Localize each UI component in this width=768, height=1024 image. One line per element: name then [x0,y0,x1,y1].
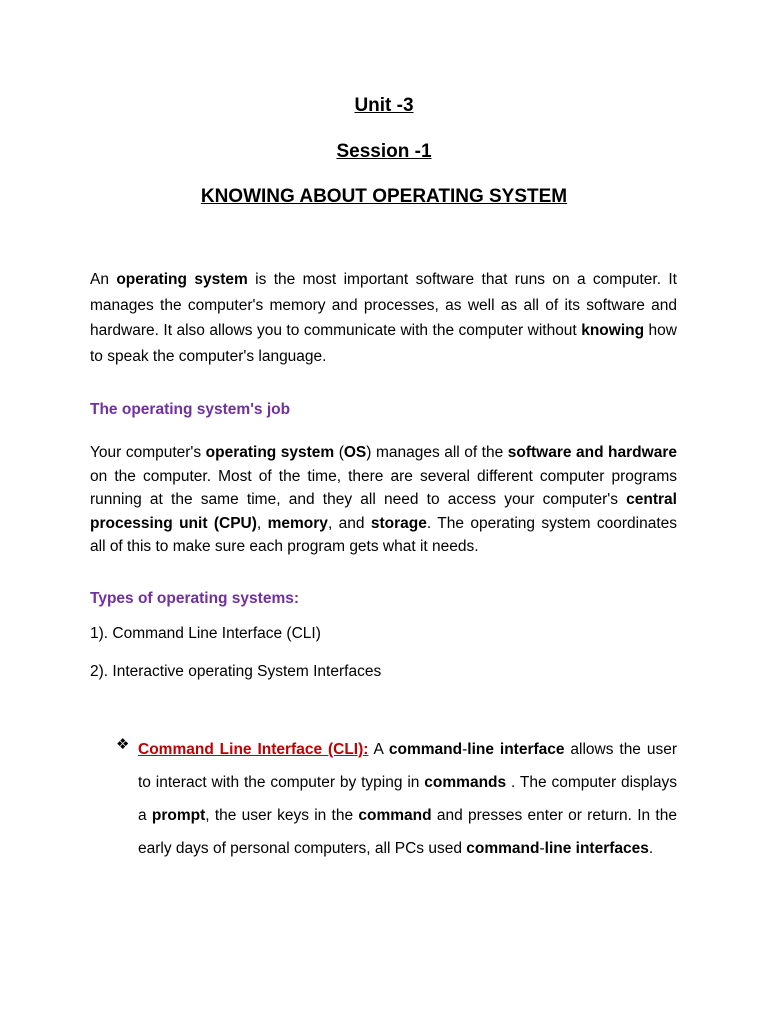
job-bold-term: OS [343,444,367,461]
cli-text: . [648,840,654,857]
job-text: . The operating system coordinates all of this to make sure each program gets what it needs. [90,514,677,555]
job-bold-term: memory [267,514,328,532]
session-heading: Session -1 [336,141,432,162]
job-text: ) manages all of the [366,444,508,461]
job-text: , and [327,514,371,532]
intro-text: is the most important software that runs on a computer. It manages the computer's memory and processes, as well as all of its software and hardware. It also allows you to communicate with the computer without [90,271,677,339]
job-text: Your computer's [90,444,206,461]
cli-paragraph [138,733,677,865]
intro-paragraph [90,267,677,369]
job-text: , [256,514,268,532]
cli-bold-term: line interfaces [544,840,649,857]
cli-bold-term: command [358,807,432,824]
cli-text: - [462,741,468,758]
job-bold-term: central processing unit (CPU) [90,491,677,532]
intro-bold-term: knowing [581,322,645,339]
cli-text: - [539,840,545,857]
job-text: on the computer. Most of the time, there are several different computer programs running at the same time, and they all need to access your computer's [90,467,677,508]
document-title: KNOWING ABOUT OPERATING SYSTEM [200,186,568,207]
job-bold-term: operating system [205,444,335,461]
job-bold-term: storage [370,514,427,532]
unit-heading: Unit -3 [354,95,414,116]
job-paragraph [90,441,677,559]
types-subheading: Types of operating systems: [90,590,300,607]
cli-bold-term: commands [424,774,507,791]
job-text: ( [334,444,344,461]
list-item: 1). Command Line Interface (CLI) [90,625,321,642]
cli-text: and presses enter or return. In the early days of personal computers, all PCs used [138,807,677,857]
cli-label: Command Line Interface (CLI): [138,741,369,758]
cli-text: allows the user to interact with the computer by typing in [138,741,677,791]
diamond-bullet-icon: ❖ [116,736,130,753]
list-item: 2). Interactive operating System Interfaces [90,663,382,680]
cli-bold-term: command [388,741,463,758]
job-subheading: The operating system's job [90,401,291,418]
cli-text: , the user keys in the [205,807,359,824]
cli-bold-term: line interface [467,741,565,758]
job-bold-term: software and hardware [507,444,677,461]
cli-text: A [368,741,389,758]
cli-text: . The computer displays a [138,774,677,824]
cli-bold-term: prompt [151,807,206,824]
cli-bold-term: command [466,840,540,857]
intro-text: how to speak the computer's language. [90,322,677,365]
intro-bold-term: operating system [116,271,248,288]
intro-text: An [90,271,117,288]
